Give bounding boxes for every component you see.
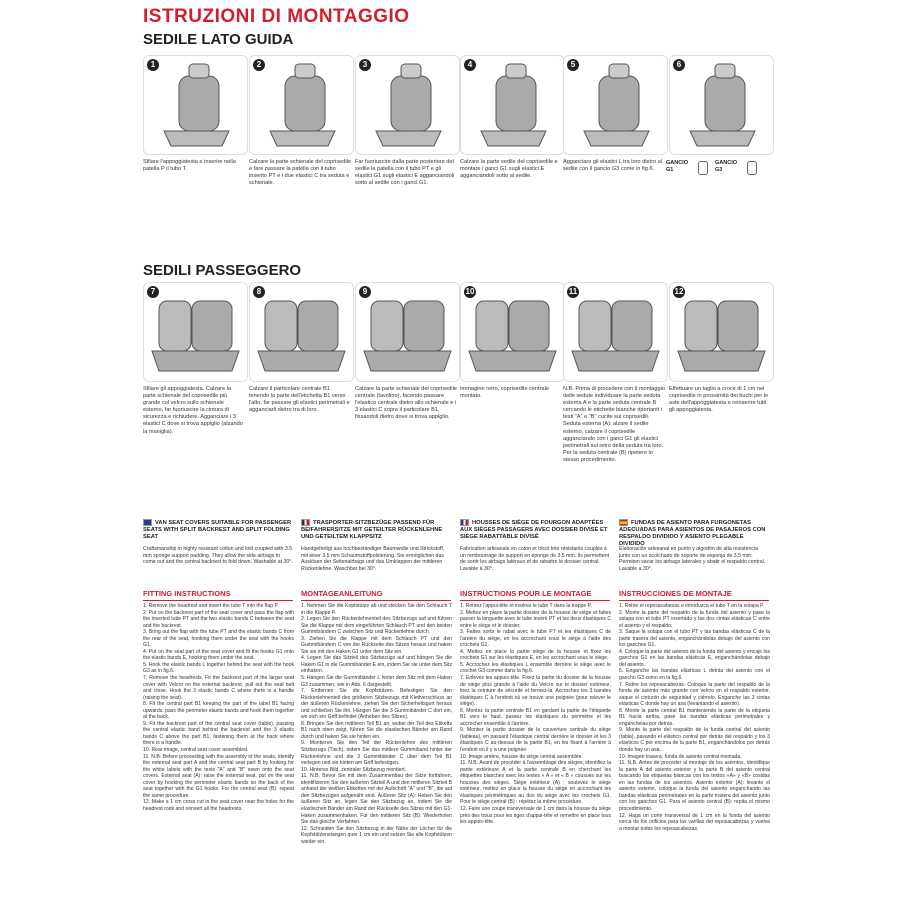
instruction-item: 9. Montieren Sie den Teil der Rückenlehne des mittleren Sitzbezugs (Tisch), indem Sie das mittlere Gummiband hinter der Rückenlehne und die 3 Gummibänder C über dem Teil B1 verlegen und sie hinten am Griff befestigen. bbox=[301, 740, 452, 767]
instruction-item: 7. Retire los reposacabezas. Coloque la parte del respaldo de la funda de asiento más grande con velcro en el respaldo exterior, saque el cinturón de seguridad y ciérrelo. Enganche las 3 cintas elásticas C donde hay un asa (levantando el asiento). bbox=[619, 681, 770, 708]
instruction-item: 2. Put on the backrest part of the seat cover and pass the flap with the inserted tube PT and the two elastic bands C between the seat and the backrest. bbox=[143, 609, 294, 629]
step-number: 5 bbox=[567, 59, 579, 71]
step-number: 8 bbox=[253, 286, 265, 298]
lang-description: Craftsmanship in highly resistant cotton and knit coupled with 3.5 mm sponge support padding. They allow the side airbags to come out and the central backrest to fold down. Washable at 30°. bbox=[143, 546, 293, 566]
step-number: 11 bbox=[568, 287, 578, 296]
passenger-step-1-caption: Sfilare gli appoggiatesta. Calzare la parte schienale del coprisedile più grande col velcro sullo schienale esterno, far fuoriuscire la cintura di sicurezza e richiudere. Agganciare i 3 elastici C dove si trova appiglio (alzando la maniglia). bbox=[143, 386, 243, 435]
instruction-item: 3. Saque la solapa con el tubo PT y las bandas elásticas C de la parte trasera del asiento, enganchándolas debajo del asiento con los ganchos G1. bbox=[619, 629, 770, 649]
instruction-item: 11. N.B. Bevor Sie mit dem Zusammenbau der Sitze fortfahren, identifizieren Sie den äußeren Sitzteil A und den mittleren Sitzteil B anhand der weißen Etiketten mit der Aufschrift "A" und "B", die auf den Sitzbezügen aufgenäht sind. Äußerer Sitz (A): Heben Sie den äußeren Sitz an, legen Sie den Sitzbezug an, indem Sie die elastischen Bänder am Rand der Rückseite des Sitzes mit den G1-Haken zusammenhaken. Für den mittleren Sitz (B): Wiederholen Sie das gleiche Verfahren. bbox=[301, 773, 452, 826]
instruction-item: 4. Put on the seat part of the seat cover and fit the hooks G1 onto the elastic bands E, hooking them under the seat. bbox=[143, 648, 294, 662]
passenger-step-1-figure bbox=[143, 282, 248, 382]
passenger-step-6-caption: Effettuare un taglio a croce di 1 cm nel coprisedile in prossimità dei buchi per le aste dell'appoggiatesta e reinserire tutti gli appoggiatesta. bbox=[669, 386, 769, 414]
passenger-step-3-figure bbox=[355, 282, 460, 382]
instruction-item: 8. Montez la partie centrale B1 en gardant la partie de l'étiquette B1 vers le haut, passez les élastiques du périmètre et les accrocher ensemble à l'arrière. bbox=[460, 707, 611, 727]
driver-step-4-figure bbox=[460, 55, 565, 155]
instruction-item: 5. Enganche las bandas elásticas L detrás del asiento con el gancho G3 como en la fig.6. bbox=[619, 668, 770, 682]
instruction-item: 5. Hook the elastic bands L together behind the seat with the hook G3 as in fig.6. bbox=[143, 661, 294, 675]
step-number: 1 bbox=[147, 59, 159, 71]
instruction-item: 11. N.B. Avant de procéder à l'assemblage des sièges, identifiez la partie extérieure A et la partie centrale B en cherchant les étiquettes blanches avec les textes « A » et « B » cousues sur les housses des sièges. Siège extérieur (A) : soulevez le siège extérieur, mettez en place la housse du siège en accrochant les élastiques périmétriques au dos du siège avec les crochets G1. Pour le siège central (B) : répétez la même procédure. bbox=[460, 760, 611, 806]
instructions-heading: INSTRUCTIONS POUR LE MONTAGE bbox=[460, 589, 610, 601]
flag-icon bbox=[143, 519, 152, 526]
instruction-item: 7. Entfernen Sie die Kopfstützen. Befestigen Sie den Rückenlehnenteil des größeren Sitzbezugs mit Klettverschluss an der äußeren Rückenlehne, ziehen Sie den Sicherheitsgurt heraus und schließen Sie ihn. Hängen Sie die 3 Gummibänder C dort ein, wo sich ein Griff befindet (Anheben des Sitzes). bbox=[301, 688, 452, 721]
lang-heading-text: HOUSSES DE SIÈGE DE FOURGON ADAPTÉES AUX SIÈGES PASSAGERS AVEC DOSSIER DIVISÉ ET SIÈGE RABATTABLE DIVISÉ bbox=[460, 520, 608, 541]
flag-icon bbox=[301, 519, 310, 526]
instructions-heading: FITTING INSTRUCTIONS bbox=[143, 589, 293, 601]
instruction-item: 2. Legen Sie den Rückenlehnenteil des Sitzbezugs auf und führen Sie die Klappe mit dem eingeführten Schlauch PT und den beiden Gummibändern C zwischen Sitz und Rückenlehne durch. bbox=[301, 616, 452, 636]
instruction-item: 8. Bringen Sie den mittleren Teil B1 an, wobei der Teil des Etiketts B1 nach oben zeigt, führen Sie die elastischen Bänder am Rand durch und haken Sie sie hinten ein. bbox=[301, 720, 452, 740]
instruction-item: 4. Legen Sie das Sitzteil des Sitzbezugs auf und hängen Sie die Haken G1 in die Gummibänder E ein, indem Sie sie unter dem Sitz einhaken. bbox=[301, 655, 452, 675]
step-number: 4 bbox=[464, 59, 476, 71]
lang-heading-text: TRASPORTER-SITZBEZÜGE PASSEND FÜR BEIFAHRERSITZE MIT GETEILTER RÜCKENLEHNE UND GETEILTEM KLAPPSITZ bbox=[301, 520, 443, 541]
instruction-item: 1. Nehmen Sie die Kopfstütze ab und stecken Sie den Schlauch T in die Klappe P. bbox=[301, 603, 452, 616]
instruction-item: 3. Faites sortir le rabat avec le tube PT et les élastiques C de l'arrière du siège, en les accrochant sous le siège à l'aide des crochets G1. bbox=[460, 629, 611, 649]
driver-step-1-caption: Sfilare l'appoggiatesta e inserire nella patella P il tubo T. bbox=[143, 159, 236, 173]
lang-description: Elaboración artesanal en punto y algodón de alta resistencia junto con un acolchado de soporte de esponja de 3,5 mm. Permiten sacar los airbags laterales y abatir el respaldo central. Lavable a 30°. bbox=[619, 546, 766, 572]
driver-step-1-figure bbox=[143, 55, 248, 155]
instruction-item: 11. N.B. Antes de proceder al montaje de los asientos, identifique la parte A del asiento exterior y la parte B del asiento central buscando las etiquetas blancas con los textos «A» y «B» cosidas en las fundas de los asientos. Asiento exterior (A): levante el asiento exterior, coloque la funda del asiento enganchando las bandas elásticas perimetrales en la parte trasera del asiento junto con los ganchos G1. Para el asiento central (B): repita el mismo procedimiento. bbox=[619, 760, 770, 812]
instruction-item: 4. Mettez en place la partie siège de la housse et fixez les crochets G1 sur les élastiques E, en les accrochant sous le siège. bbox=[460, 648, 611, 662]
driver-step-5-caption: Agganciare gli elastici L tra loro dietro al sedile con il gancio G3 come in fig.6. bbox=[563, 159, 662, 173]
instruction-item: 1. Retire el reposacabezas e introduzca el tubo T en la solapa P. bbox=[619, 603, 765, 609]
step-number: 7 bbox=[147, 286, 159, 298]
passenger-step-4-figure bbox=[460, 282, 565, 382]
lang-heading bbox=[143, 519, 293, 541]
instructions-heading: INSTRUCCIONES DE MONTAJE bbox=[619, 589, 769, 601]
instruction-item: 10. Rear image, central seat cover assembled. bbox=[143, 747, 249, 754]
step-number: 12 bbox=[674, 287, 684, 296]
instruction-item: 9. Montez la partie dossier de la couverture centrale du siège (tableau), en passant l'élastique central derrière le dossier et les 3 élastiques C au-dessus de la partie B1, en les fixant à l'arrière à l'endroit où il y a une poignée. bbox=[460, 727, 611, 754]
gancio-g3-label: GANCIO G3 bbox=[715, 160, 737, 173]
lang-heading bbox=[619, 519, 769, 548]
instruction-item: 4. Coloque la parte del asiento de la funda del asiento y encaje los ganchos G1 en las bandas elásticas E, enganchándolas debajo del asiento. bbox=[619, 648, 770, 668]
driver-step-3-caption: Far fuoriuscire dalla parte posteriore del sedile la patella con il tubo PT e gli elastici G1 sugli elastici E agganciandoli sotto al sedile con i ganci G1. bbox=[355, 159, 455, 187]
driver-step-6-figure bbox=[669, 55, 774, 155]
step-number: 9 bbox=[359, 286, 371, 298]
instruction-item: 12. Faire une coupe transversale de 1 cm dans la housse du siège près des trous pour les tiges d'appui-tête et remettre en place tous les appuis-tête. bbox=[460, 805, 611, 826]
flag-icon bbox=[619, 519, 628, 526]
instruction-item: 10. Hinteres Bild, zentraler Sitzbezug montiert. bbox=[301, 766, 407, 773]
instruction-item: 12. Haga un corte transversal de 1 cm en la funda del asiento cerca de los orificios para las varillas del reposacabezas y vuelva a montar todos los reposacabezas. bbox=[619, 812, 770, 832]
section-title-driver: SEDILE LATO GUIDA bbox=[143, 31, 294, 48]
gancio-g3-icon bbox=[747, 161, 757, 175]
instruction-item: 3. Bring out the flap with the tube PT and the elastic bands C from the rear of the seat, hooking them under the seat with the hooks G1. bbox=[143, 629, 294, 649]
passenger-step-3-caption: Calzare la parte schienale del coprisedile centrale (tavolino), facendo passare l'elastico centrale dietro allo schienale e i 3 elastici C sopra il particolare B1, fissandoli dietro dove si trova appiglio. bbox=[355, 386, 457, 421]
instruction-item: 8. Monte la parte central B1 manteniendo la parte de la etiqueta B1 hacia arriba, pase las bandas elásticas perimetrales y engánchelas por detrás. bbox=[619, 707, 770, 727]
step-number: 2 bbox=[253, 59, 265, 71]
instruction-item: 2. Mettez en place la partie dossier de la housse de siège et faites passer la languette avec le tube inséré PT et les deux élastiques C entre le siège et le dossier. bbox=[460, 609, 611, 629]
flag-icon bbox=[460, 519, 469, 526]
driver-step-3-figure bbox=[355, 55, 460, 155]
instructions-list bbox=[460, 603, 611, 826]
instruction-item: 2. Monte la parte del respaldo de la funda del asiento y pase la solapa con el tubo PT insertado y las dos cintas elásticas C entre el asiento y el respaldo. bbox=[619, 609, 770, 629]
lang-heading-text: FUNDAS DE ASIENTO PARA FURGONETAS ADECUADAS PARA ASIENTOS DE PASAJEROS CON RESPALDO DIVIDIDO Y ASIENTO PLEGABLE DIVIDIDO bbox=[619, 520, 766, 548]
instruction-item: 11. N.B. Before proceeding with the assembly of the seats, identify the external seat part A and the central seat part B by looking for the white labels with the texts "A" and "B" sewn onto the seat covers. External seat (A): raise the external seat, put on the seat cover by hooking the perimeter elastic bands on the back of the seat together with the G1 hooks. For the central seat (B): repeat the same procedure. bbox=[143, 753, 294, 799]
passenger-step-2-caption: Calzare il particolare centrale B1 tenendo la parte dell'etichetta B1 verso l'alto, far passare gli elastici perimetrali e agganciarli dietro tra di loro. bbox=[249, 386, 350, 414]
instruction-item: 7. Enlevez les appuis-tête. Fixez la partie du dossier de la housse de siège plus grande à l'aide du Velcro sur le dossier extérieur, tirez la ceinture de sécurité et fermez-la. Accrochez les 3 bandes élastiques C à l'endroit où se trouve une poignée (pour relever le siège). bbox=[460, 675, 611, 708]
gancio-g1-icon bbox=[698, 161, 708, 175]
step-number: 10 bbox=[465, 287, 475, 296]
driver-step-2-figure bbox=[249, 55, 354, 155]
instructions-heading: MONTAGEANLEITUNG bbox=[301, 589, 451, 601]
step-number: 3 bbox=[359, 59, 371, 71]
passenger-step-5-figure bbox=[563, 282, 668, 382]
instruction-item: 7. Remove the headrests. Fit the backrest part of the larger seat cover with Velcro on the external backrest, pull out the seat belt and close. Hook the 3 elastic bands C where there is a handle (raising the seat). bbox=[143, 675, 294, 701]
passenger-step-6-figure bbox=[669, 282, 774, 382]
instruction-item: 10. Image arrière, housse de siège central assemblée. bbox=[460, 753, 583, 760]
instruction-item: 5. Accrochez les élastiques L ensemble derrière le siège avec le crochet G3 comme dans la fig.6. bbox=[460, 661, 611, 675]
passenger-step-2-figure bbox=[249, 282, 354, 382]
instructions-list bbox=[143, 603, 294, 813]
driver-step-4-caption: Calzare la parte sedile del coprisedile e montare i ganci G1 sugli elastici E agganciandoli sotto al sedile. bbox=[460, 159, 558, 180]
document-title: ISTRUZIONI DI MONTAGGIO bbox=[143, 6, 410, 27]
lang-heading bbox=[301, 519, 451, 541]
instruction-item: 9. Monte la parte del respaldo de la funda central del asiento (tabla), pasando el elástico central por detrás del respaldo y los 3 elásticos C por encima de la parte B1, enganchándolos por detrás donde hay un asa. bbox=[619, 727, 770, 754]
instructions-list bbox=[301, 603, 452, 845]
instructions-list bbox=[619, 603, 770, 832]
driver-step-2-caption: Calzare la parte schienale del coprisedile e fare passare la patella con il tubo inserito PT e i due elastici C tra seduta e schienale. bbox=[249, 159, 351, 187]
instruction-item: 5. Hängen Sie die Gummibänder L hinter dem Sitz mit dem Haken G3 zusammen, wie in Abb. 6 dargestellt. bbox=[301, 675, 452, 688]
driver-step-5-figure bbox=[563, 55, 668, 155]
instruction-item: 12. Make a 1 cm cross cut in the seat cover near the holes for the headrest rods and reinsert all the headrests. bbox=[143, 799, 294, 812]
instruction-item: 9. Fit the backrest part of the central seat cover (table), passing the central elastic band behind the backrest and the 3 elastic bands C above the part B1, fastening them at the back where there is a handle. bbox=[143, 720, 294, 747]
instruction-item: 1. Retirez l'appui-tête et insérez le tube T dans la trappe P. bbox=[460, 603, 592, 609]
lang-description: Handgefertigt aus hochbeständiger Baumwolle und Strickstoff, mit einer 3,5 mm Schaumstoffpolsterung. Sie ermöglichen das Auslösen der Seitenairbags und das Umklappen der mittleren Rückenlehne. Waschbar bei 30°. bbox=[301, 546, 445, 572]
passenger-step-4-caption: Immagine retro, coprisedile centrale montato. bbox=[460, 386, 549, 400]
instruction-item: 8. Fit the central part B1 keeping the part of the label B1 facing upwards, pass the perimeter elastic bands and hook them together at the back. bbox=[143, 701, 294, 721]
step-number: 6 bbox=[673, 59, 685, 71]
lang-heading bbox=[460, 519, 610, 541]
passenger-step-5-caption: N.B. Prima di procedere con il montaggio delle sedute individuare la parte seduta esterna A e la parte seduta centrale B cercando le etichette bianche riportanti i testi "A" e "B" cucite sui coprisedili. Seduta esterna (A): alzare il sedile esterno, calzare il coprisedile agganciando con i ganci G1 gli elastici perimetrali sul retro della seduta tra loro. Per la seduta centrale (B) ripetere lo stesso procedimento. bbox=[563, 386, 665, 463]
instruction-item: 12. Schneiden Sie den Sitzbezug in der Nähe der Löcher für die Kopfstützenstangen quer 1 cm ein und setzen Sie alle Kopfstützen wieder ein. bbox=[301, 825, 452, 845]
lang-heading-text: VAN SEAT COVERS SUITABLE FOR PASSENGER SEATS WITH SPLIT BACKREST AND SPLIT FOLDING SEAT bbox=[143, 520, 292, 541]
instruction-item: 10. Imagen trasera, funda de asiento central montada. bbox=[619, 753, 742, 760]
lang-description: Fabrication artisanale en coton et tricot très résistants couplés à un rembourrage de support en éponge de 3,5 mm. Ils permettent de sortir les airbags latéraux et de rabattre le dossier central. Lavable à 30°. bbox=[460, 546, 610, 572]
instruction-item: 3. Ziehen Sie die Klappe mit dem Schlauch PT und den Gummibändern C von der Rückseite des Sitzes heraus und haken Sie sie mit den Haken G1 unter dem Sitz ein. bbox=[301, 635, 452, 655]
section-title-passenger: SEDILI PASSEGGERO bbox=[143, 262, 302, 279]
instruction-item: 1. Remove the headrest and insert the tube T into the flap P. bbox=[143, 603, 279, 609]
gancio-g1-label: GANCIO G1 bbox=[666, 160, 688, 173]
